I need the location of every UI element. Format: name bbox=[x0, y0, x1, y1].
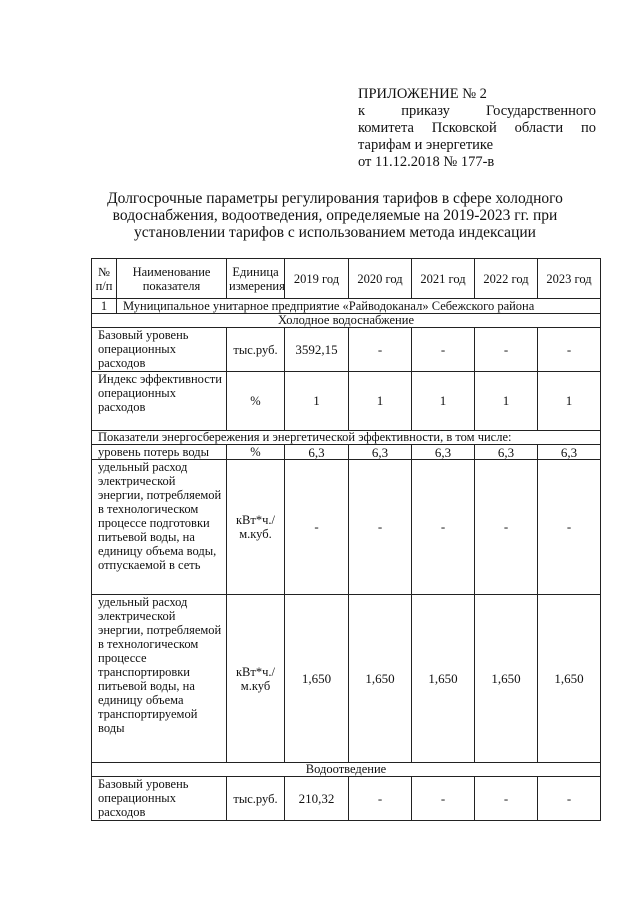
value-cell: - bbox=[412, 777, 475, 821]
value-cell: - bbox=[475, 328, 538, 372]
org-name: Муниципальное унитарное предприятие «Райводоканал» Себежского района bbox=[117, 299, 601, 314]
value-cell: 6,3 bbox=[475, 445, 538, 460]
header-2020: 2020 год bbox=[349, 259, 412, 299]
row-unit: кВт*ч./м.куб bbox=[227, 595, 285, 763]
appendix-word: к bbox=[358, 103, 366, 119]
header-2022: 2022 год bbox=[475, 259, 538, 299]
row-label: Базовый уровень операционных расходов bbox=[92, 777, 227, 821]
org-num: 1 bbox=[92, 299, 117, 314]
value-cell: - bbox=[475, 777, 538, 821]
row-label: удельный расход электрической энергии, потребляемой в технологическом процессе подготовки питьевой воды, на единицу объема воды, отпускаемой в сеть bbox=[92, 460, 227, 595]
value-cell: - bbox=[475, 460, 538, 595]
header-unit: Единица измерения bbox=[227, 259, 285, 299]
value-cell: 6,3 bbox=[349, 445, 412, 460]
value-cell: - bbox=[285, 460, 349, 595]
row-unit: тыс.руб. bbox=[227, 777, 285, 821]
value-cell: 3592,15 bbox=[285, 328, 349, 372]
header-num: № п/п bbox=[92, 259, 117, 299]
row-unit: % bbox=[227, 445, 285, 460]
appendix-word: Псковской bbox=[431, 120, 497, 136]
value-cell: - bbox=[538, 460, 601, 595]
appendix-word: комитета bbox=[358, 120, 414, 136]
header-name: Наименование показателя bbox=[117, 259, 227, 299]
document-title: Долгосрочные параметры регулирования тарифов в сфере холодного водоснабжения, водоотведения, определяемые на 2019-2023 гг. при установлении тарифов с использованием метода индексации bbox=[107, 190, 563, 241]
value-cell: 1,650 bbox=[285, 595, 349, 763]
table-row-organization bbox=[92, 299, 601, 314]
value-cell: 6,3 bbox=[538, 445, 601, 460]
table-row bbox=[92, 777, 601, 821]
table-row bbox=[92, 595, 601, 763]
value-cell: 1 bbox=[285, 372, 349, 431]
section-sewerage: Водоотведение bbox=[92, 763, 601, 777]
header-2021: 2021 год bbox=[412, 259, 475, 299]
appendix-word: области bbox=[514, 120, 564, 136]
section-row-sewer bbox=[92, 763, 601, 777]
section-energy-efficiency: Показатели энергосбережения и энергетической эффективности, в том числе: bbox=[92, 431, 601, 445]
appendix-line-3 bbox=[358, 120, 596, 137]
value-cell: 6,3 bbox=[285, 445, 349, 460]
appendix-title: ПРИЛОЖЕНИЕ № 2 bbox=[358, 86, 487, 102]
value-cell: - bbox=[538, 777, 601, 821]
row-unit: % bbox=[227, 372, 285, 431]
row-unit: тыс.руб. bbox=[227, 328, 285, 372]
header-2019: 2019 год bbox=[285, 259, 349, 299]
value-cell: - bbox=[349, 777, 412, 821]
appendix-word: по bbox=[580, 120, 596, 136]
value-cell: 1 bbox=[349, 372, 412, 431]
value-cell: 1 bbox=[475, 372, 538, 431]
section-cold-water: Холодное водоснабжение bbox=[92, 314, 601, 328]
table-row bbox=[92, 460, 601, 595]
value-cell: - bbox=[412, 460, 475, 595]
header-2023: 2023 год bbox=[538, 259, 601, 299]
row-unit: кВт*ч./м.куб. bbox=[227, 460, 285, 595]
section-row-cold-water bbox=[92, 314, 601, 328]
value-cell: - bbox=[412, 328, 475, 372]
table-row bbox=[92, 328, 601, 372]
value-cell: 1 bbox=[538, 372, 601, 431]
appendix-word: Государственного bbox=[486, 103, 596, 119]
appendix-line-4: тарифам и энергетике bbox=[358, 137, 494, 153]
value-cell: - bbox=[349, 328, 412, 372]
table-header-row bbox=[92, 259, 601, 299]
appendix-line-5: от 11.12.2018 № 177-в bbox=[358, 154, 495, 170]
parameters-table bbox=[91, 258, 601, 821]
row-label: Индекс эффективности операционных расходов bbox=[92, 372, 227, 431]
section-row-energy bbox=[92, 431, 601, 445]
row-label: удельный расход электрической энергии, потребляемой в технологическом процессе транспортировки питьевой воды, на единицу объема транспортируемой воды bbox=[92, 595, 227, 763]
table-row bbox=[92, 445, 601, 460]
value-cell: 1,650 bbox=[349, 595, 412, 763]
value-cell: - bbox=[538, 328, 601, 372]
table-row bbox=[92, 372, 601, 431]
appendix-header bbox=[358, 86, 596, 171]
row-label: уровень потерь воды bbox=[92, 445, 227, 460]
value-cell: 1,650 bbox=[538, 595, 601, 763]
value-cell: - bbox=[349, 460, 412, 595]
value-cell: 210,32 bbox=[285, 777, 349, 821]
row-label: Базовый уровень операционных расходов bbox=[92, 328, 227, 372]
value-cell: 1 bbox=[412, 372, 475, 431]
appendix-line-2 bbox=[358, 103, 596, 120]
appendix-word: приказу bbox=[401, 103, 450, 119]
value-cell: 1,650 bbox=[412, 595, 475, 763]
value-cell: 1,650 bbox=[475, 595, 538, 763]
value-cell: 6,3 bbox=[412, 445, 475, 460]
